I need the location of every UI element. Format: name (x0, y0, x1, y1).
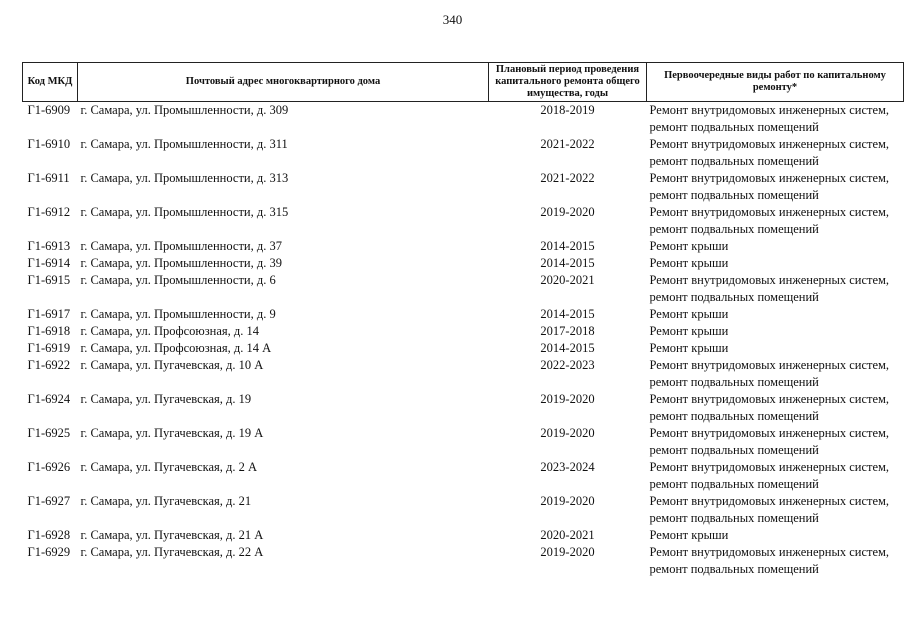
table-row (23, 255, 904, 272)
cell-period: 2020-2021 (540, 528, 595, 542)
table-row (23, 459, 904, 493)
table-row (23, 238, 904, 255)
cell-period: 2019-2020 (540, 205, 595, 219)
cell-address: г. Самара, ул. Промышленности, д. 6 (80, 273, 276, 287)
cell-code: Г1-6922 (27, 358, 71, 372)
cell-code: Г1-6910 (27, 137, 71, 151)
cell-address: г. Самара, ул. Промышленности, д. 39 (80, 256, 282, 270)
cell-code: Г1-6924 (27, 392, 71, 406)
table-body (23, 102, 904, 579)
cell-address: г. Самара, ул. Пугачевская, д. 19 А (80, 426, 264, 440)
table-row (23, 357, 904, 391)
table-row (23, 544, 904, 578)
cell-works: Ремонт внутридомовых инженерных систем, ремонт подвальных помещений (649, 426, 890, 457)
header-period: Плановый период проведения капитального ремонта общего имущества, годы (489, 63, 647, 102)
header-address: Почтовый адрес многоквартирного дома (78, 63, 489, 102)
table-row (23, 272, 904, 306)
page-number: 340 (442, 12, 463, 27)
cell-address: г. Самара, ул. Промышленности, д. 311 (80, 137, 288, 151)
cell-period: 2023-2024 (540, 460, 595, 474)
cell-address: г. Самара, ул. Пугачевская, д. 21 (80, 494, 252, 508)
table-row (23, 391, 904, 425)
table-row (23, 136, 904, 170)
cell-works: Ремонт внутридомовых инженерных систем, ремонт подвальных помещений (649, 392, 890, 423)
cell-period: 2014-2015 (540, 341, 595, 355)
cell-code: Г1-6926 (27, 460, 71, 474)
cell-works: Ремонт крыши (649, 239, 729, 253)
cell-period: 2017-2018 (540, 324, 595, 338)
cell-period: 2019-2020 (540, 545, 595, 559)
cell-code: Г1-6927 (27, 494, 71, 508)
cell-works: Ремонт крыши (649, 341, 729, 355)
header-works: Первоочередные виды работ по капитальному ремонту* (647, 63, 904, 102)
cell-period: 2014-2015 (540, 307, 595, 321)
cell-works: Ремонт крыши (649, 307, 729, 321)
cell-code: Г1-6918 (27, 324, 71, 338)
table-row (23, 340, 904, 357)
cell-code: Г1-6925 (27, 426, 71, 440)
cell-works: Ремонт внутридомовых инженерных систем, ремонт подвальных помещений (649, 494, 890, 525)
cell-code: Г1-6917 (27, 307, 71, 321)
cell-code: Г1-6929 (27, 545, 71, 559)
cell-address: г. Самара, ул. Профсоюзная, д. 14 (80, 324, 260, 338)
cell-works: Ремонт крыши (649, 256, 729, 270)
cell-period: 2014-2015 (540, 256, 595, 270)
cell-address: г. Самара, ул. Промышленности, д. 9 (80, 307, 276, 321)
table-row (23, 527, 904, 544)
cell-address: г. Самара, ул. Промышленности, д. 315 (80, 205, 289, 219)
cell-code: Г1-6919 (27, 341, 71, 355)
cell-works: Ремонт крыши (649, 528, 729, 542)
cell-code: Г1-6913 (27, 239, 71, 253)
cell-period: 2020-2021 (540, 273, 595, 287)
header-code: Код МКД (23, 63, 78, 102)
cell-code: Г1-6909 (27, 103, 71, 117)
cell-period: 2014-2015 (540, 239, 595, 253)
cell-address: г. Самара, ул. Профсоюзная, д. 14 А (80, 341, 272, 355)
table-row (23, 170, 904, 204)
cell-address: г. Самара, ул. Пугачевская, д. 19 (80, 392, 252, 406)
cell-works: Ремонт внутридомовых инженерных систем, ремонт подвальных помещений (649, 545, 890, 576)
cell-code: Г1-6912 (27, 205, 71, 219)
table-header (23, 63, 904, 102)
cell-period: 2021-2022 (540, 137, 595, 151)
cell-works: Ремонт внутридомовых инженерных систем, ремонт подвальных помещений (649, 171, 890, 202)
table-row (23, 204, 904, 238)
table-row (23, 306, 904, 323)
cell-address: г. Самара, ул. Промышленности, д. 313 (80, 171, 289, 185)
cell-address: г. Самара, ул. Промышленности, д. 37 (80, 239, 282, 253)
table-row (23, 323, 904, 340)
cell-address: г. Самара, ул. Пугачевская, д. 2 А (80, 460, 258, 474)
cell-period: 2022-2023 (540, 358, 595, 372)
cell-code: Г1-6915 (27, 273, 71, 287)
cell-period: 2019-2020 (540, 392, 595, 406)
cell-address: г. Самара, ул. Пугачевская, д. 22 А (80, 545, 264, 559)
cell-code: Г1-6914 (27, 256, 71, 270)
cell-address: г. Самара, ул. Промышленности, д. 309 (80, 103, 289, 117)
cell-code: Г1-6911 (27, 171, 70, 185)
cell-works: Ремонт внутридомовых инженерных систем, ремонт подвальных помещений (649, 460, 890, 491)
table-row (23, 102, 904, 137)
cell-address: г. Самара, ул. Пугачевская, д. 21 А (80, 528, 264, 542)
cell-works: Ремонт внутридомовых инженерных систем, ремонт подвальных помещений (649, 137, 890, 168)
cell-address: г. Самара, ул. Пугачевская, д. 10 А (80, 358, 264, 372)
cell-period: 2018-2019 (540, 103, 595, 117)
cell-works: Ремонт крыши (649, 324, 729, 338)
cell-period: 2019-2020 (540, 494, 595, 508)
capital-repair-table (22, 62, 904, 578)
cell-period: 2021-2022 (540, 171, 595, 185)
cell-works: Ремонт внутридомовых инженерных систем, ремонт подвальных помещений (649, 358, 890, 389)
cell-works: Ремонт внутридомовых инженерных систем, ремонт подвальных помещений (649, 273, 890, 304)
cell-code: Г1-6928 (27, 528, 71, 542)
cell-period: 2019-2020 (540, 426, 595, 440)
table-row (23, 493, 904, 527)
table-row (23, 425, 904, 459)
cell-works: Ремонт внутридомовых инженерных систем, ремонт подвальных помещений (649, 103, 890, 134)
cell-works: Ремонт внутридомовых инженерных систем, ремонт подвальных помещений (649, 205, 890, 236)
